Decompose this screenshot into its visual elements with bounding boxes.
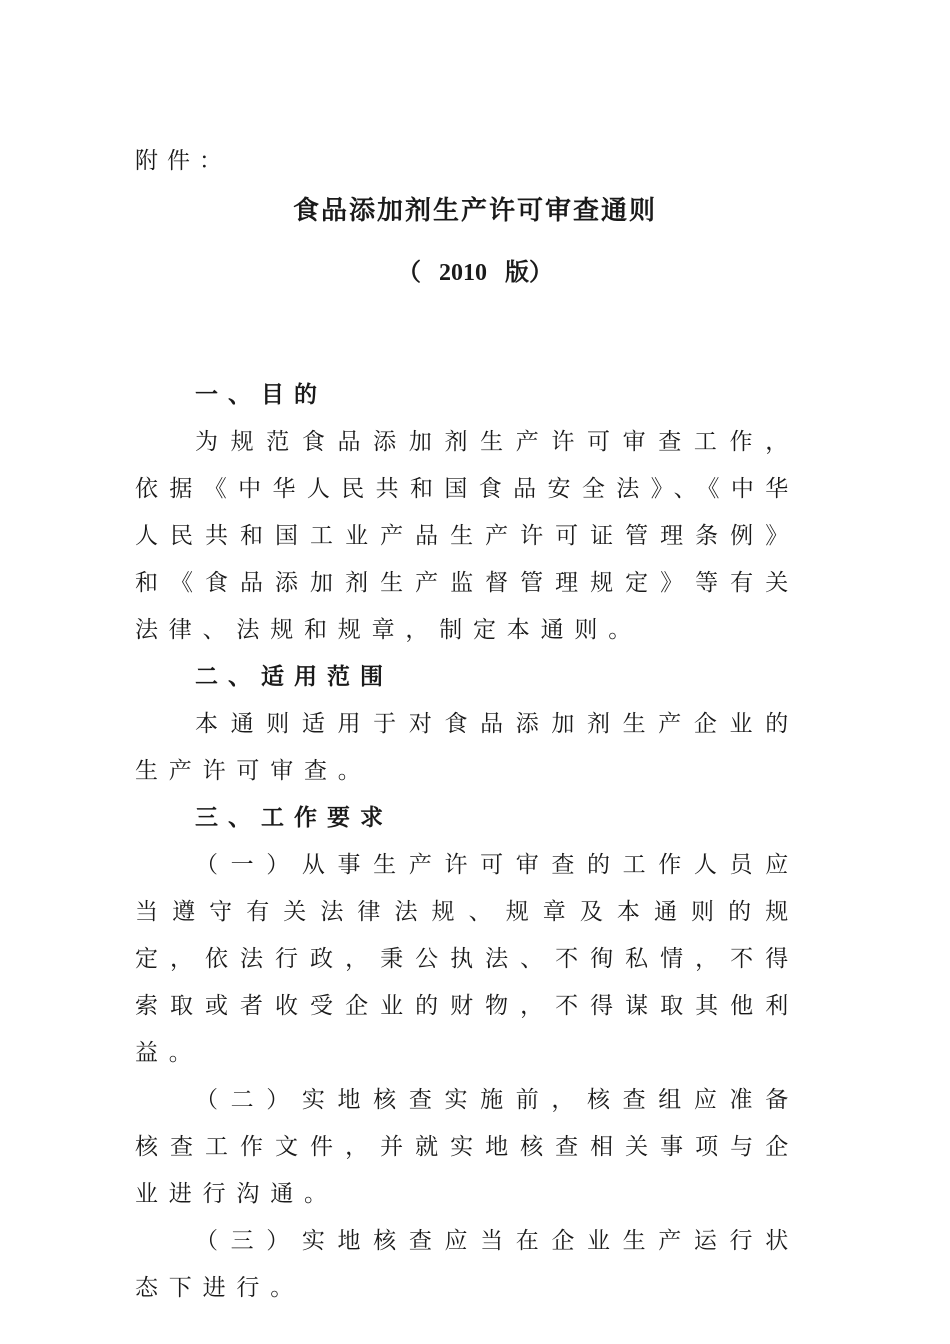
document-title: 食品添加剂生产许可审查通则 <box>292 196 657 226</box>
section-heading: 二、适用范围 <box>195 664 393 690</box>
paragraph: （一）从事生产许可审查的工作人员应当遵守有关法律法规、规章及本通则的规定，依法行政，秉公执法、不徇私情，不得索取或者收受企业的财物，不得谋取其他利益。 <box>135 852 799 1066</box>
attachment-label: 附件： <box>135 148 231 174</box>
document-edition: （ 2010 版） <box>397 260 553 286</box>
section-purpose <box>135 372 799 654</box>
section-heading: 三、工作要求 <box>195 805 393 831</box>
section-heading: 一、目的 <box>195 382 327 408</box>
document-body <box>135 372 799 1312</box>
paragraph: 为规范食品添加剂生产许可审查工作，依据《中华人民共和国食品安全法》、《中华人民共和国工业产品生产许可证管理条例》和《食品添加剂生产监督管理规定》等有关法律、法规和规章，制定本通则。 <box>135 429 799 643</box>
paragraph: （二）实地核查实施前，核查组应准备核查工作文件，并就实地核查相关事项与企业进行沟通。 <box>135 1087 799 1207</box>
paragraph: （三）实地核查应当在企业生产运行状态下进行。 <box>135 1228 799 1301</box>
paragraph: 本通则适用于对食品添加剂生产企业的生产许可审查。 <box>135 711 799 784</box>
section-requirements <box>135 795 799 1312</box>
section-scope <box>135 654 799 795</box>
